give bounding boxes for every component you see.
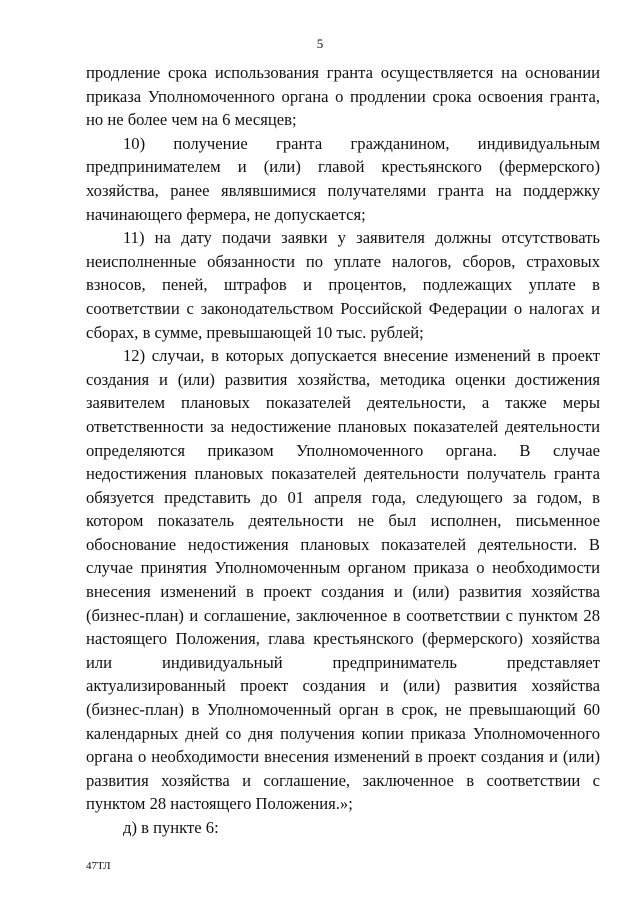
paragraph-continuation: продление срока использования гранта осуществляется на основании приказа Уполномоченного органа о продлении срока освоения гранта, но не более чем на 6 месяцев; <box>86 63 600 130</box>
document-body <box>86 61 600 840</box>
page-number: 5 <box>316 36 324 51</box>
paragraph-subitem-d: д) в пункте 6: <box>123 818 219 837</box>
paragraph-item-12: 12) случаи, в которых допускается внесение изменений в проект создания и (или) развития хозяйства, методика оценки достижения заявителем плановых показателей деятельности, а также меры ответственности за недостижение плановых показателей деятельности определяются приказом Уполномоченного органа. В случае недостижения плановых показателей деятельности получатель гранта обязуется представить до 01 апреля года, следующего за годом, в котором показатель деятельности не был исполнен, письменное обоснование недостижения плановых показателей деятельности. В случае принятия Уполномоченным органом приказа о необходимости внесения изменений в проект создания и (или) развития хозяйства (бизнес-план) и соглашение, заключенное в соответствии с пунктом 28 настоящего Положения, глава крестьянского (фермерского) хозяйства или индивидуальный предприниматель представляет актуализированный проект создания и (или) развития хозяйства (бизнес-план) в Уполномоченный орган в срок, не превышающий 60 календарных дней со дня получения копии приказа Уполномоченного органа о необходимости внесения изменений в проект создания и (или) развития хозяйства и соглашение, заключенное в соответствии с пунктом 28 настоящего Положения.»; <box>86 346 600 814</box>
paragraph-item-10: 10) получение гранта гражданином, индивидуальным предпринимателем и (или) главой крестьянского (фермерского) хозяйства, ранее являвшимися получателями гранта на поддержку начинающего фермера, не допускается; <box>86 133 600 224</box>
paragraph-item-11: 11) на дату подачи заявки у заявителя должны отсутствовать неисполненные обязанности по уплате налогов, сборов, страховых взносов, пеней, штрафов и процентов, подлежащих уплате в соответствии с законодательством Российской Федерации о налогах и сборах, в сумме, превышающей 10 тыс. рублей; <box>86 228 600 342</box>
document-code: 47ТЛ <box>86 860 111 872</box>
